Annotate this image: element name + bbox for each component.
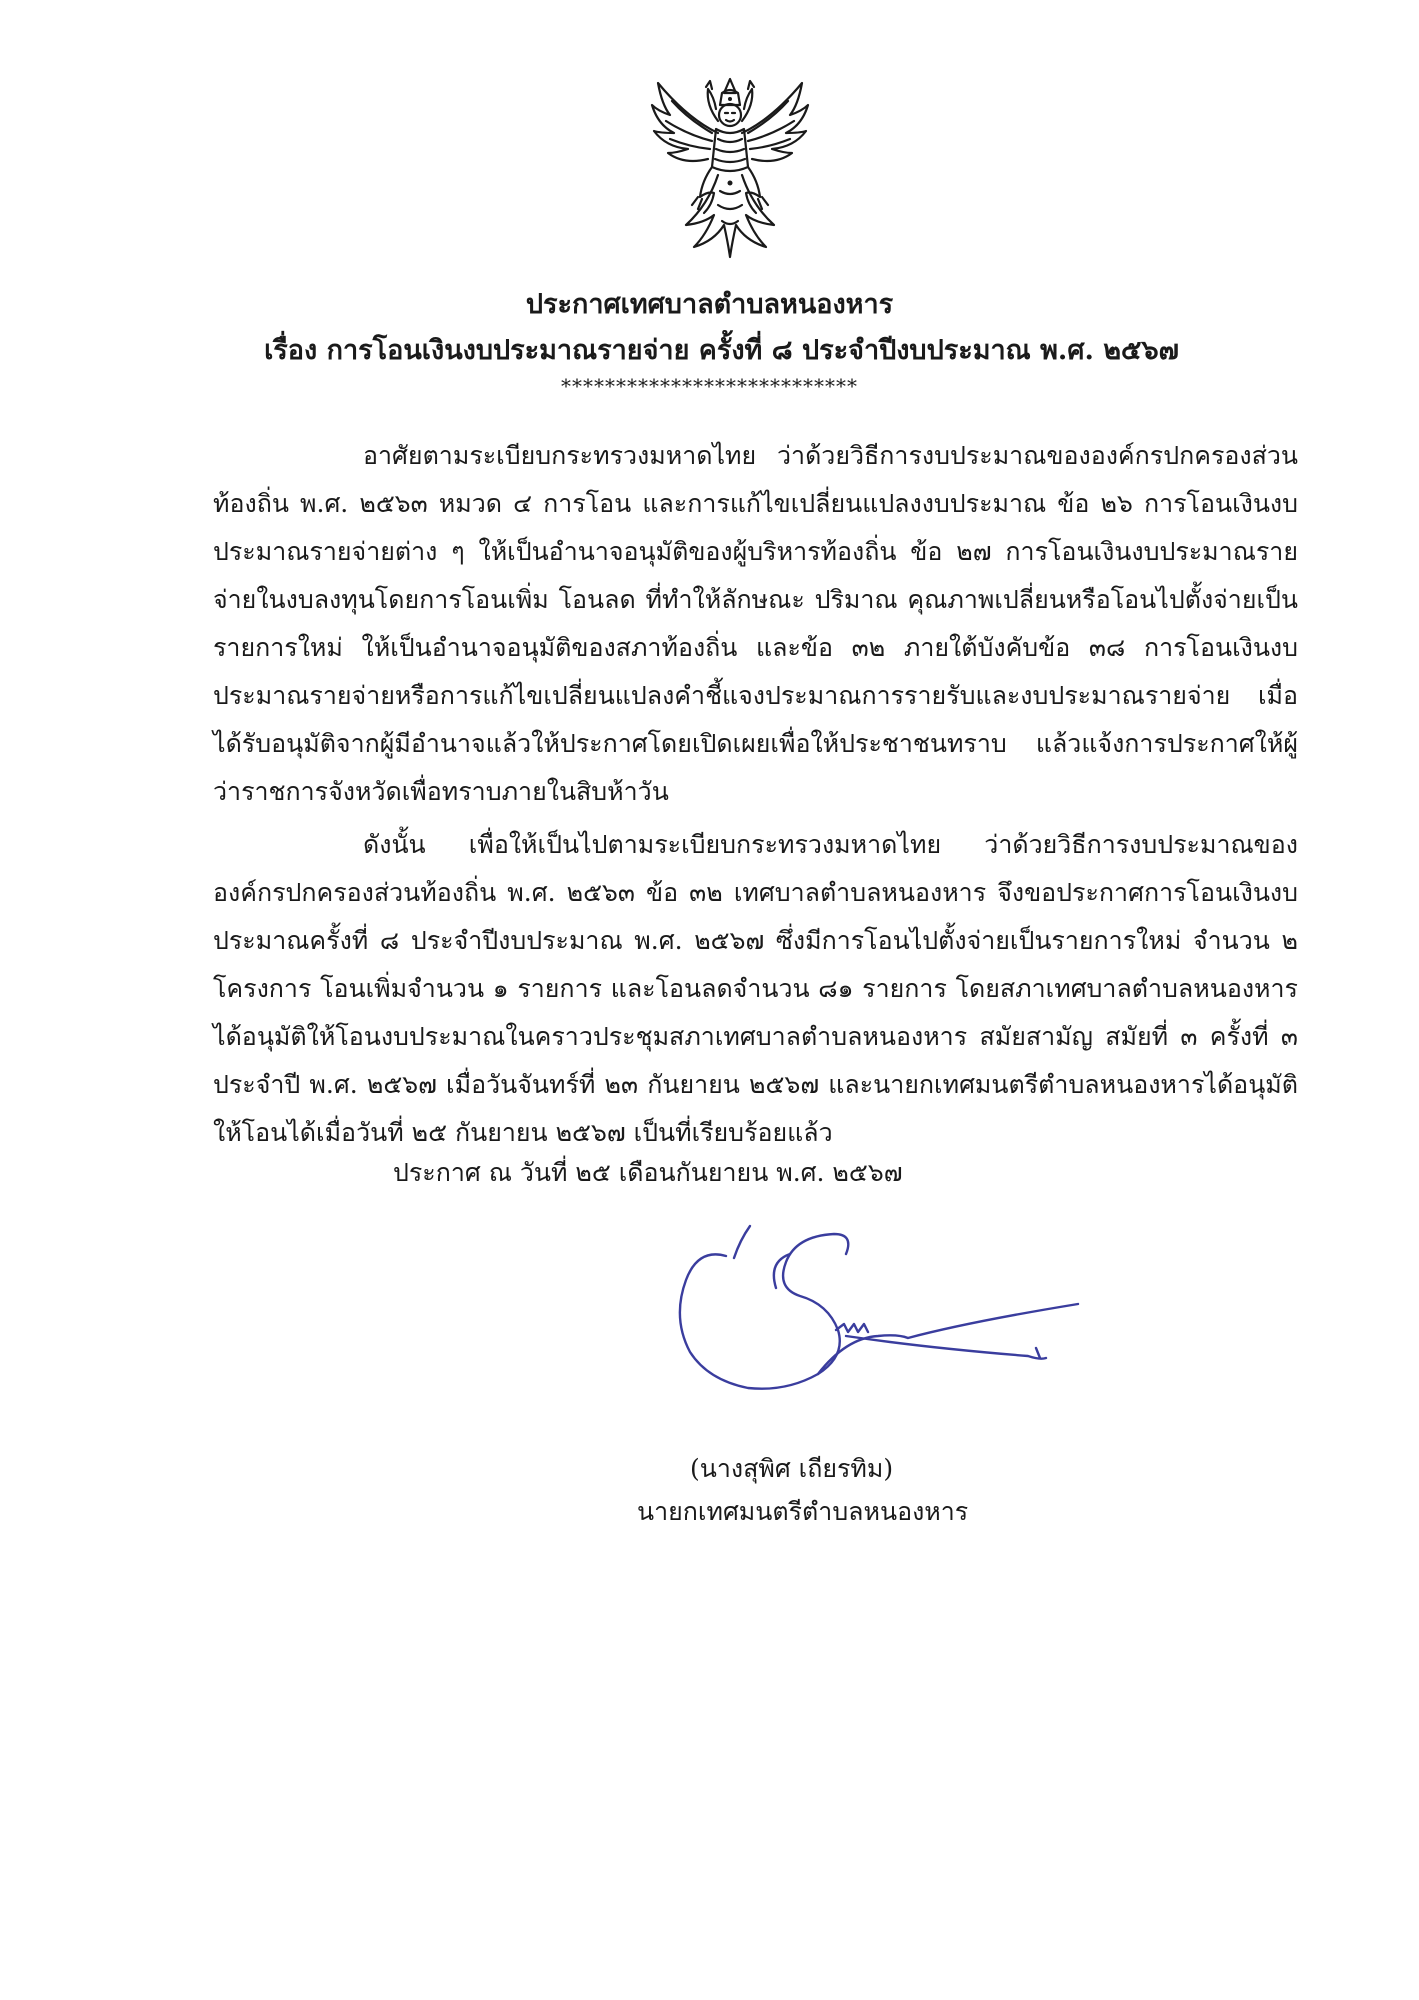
- document-title: ประกาศเทศบาลตำบลหนองหาร: [525, 289, 894, 320]
- body-paragraph-1: อาศัยตามระเบียบกระทรวงมหาดไทย ว่าด้วยวิธีการงบประมาณขององค์กรปกครองส่วนท้องถิ่น พ.ศ. ๒๕๖๓ หมวด ๔ การโอน และการแก้ไขเปลี่ยนแปลงงบประมาณ ข้อ ๒๖ การโอนเงินงบประมาณรายจ่ายต่าง ๆ ให้เป็นอำนาจอนุมัติของผู้บริหารท้องถิ่น ข้อ ๒๗ การโอนเงินงบประมาณรายจ่ายในงบลงทุนโดยการโอนเพิ่ม โอนลด ที่ทำให้ลักษณะ ปริมาณ คุณภาพเปลี่ยนหรือโอนไปตั้งจ่ายเป็นรายการใหม่ ให้เป็นอำนาจอนุมัติของสภาท้องถิ่น และข้อ ๓๒ ภายใต้บังคับข้อ ๓๘ การโอนเงินงบประมาณรายจ่ายหรือการแก้ไขเปลี่ยนแปลงคำชี้แจงประมาณการรายรับและงบประมาณรายจ่าย เมื่อได้รับอนุมัติจากผู้มีอำนาจแล้วให้ประกาศโดยเปิดเผยเพื่อให้ประชาชนทราบ แล้วแจ้งการประกาศให้ผู้ว่าราชการจังหวัดเพื่อทราบภายในสิบห้าวัน: [213, 441, 1298, 806]
- document-subject: เรื่อง การโอนเงินงบประมาณรายจ่าย ครั้งที่ ๘ ประจำปีงบประมาณ พ.ศ. ๒๕๖๗: [264, 335, 1179, 366]
- handwritten-signature: [668, 1218, 1168, 1403]
- title-separator: ***************************: [561, 374, 858, 398]
- signer-name: (นางสุพิศ เถียรทิม): [690, 1454, 894, 1483]
- signer-title: นายกเทศมนตรีตำบลหนองหาร: [637, 1497, 969, 1526]
- announcement-date: ประกาศ ณ วันที่ ๒๕ เดือนกันยายน พ.ศ. ๒๕๖๗: [393, 1158, 903, 1187]
- garuda-emblem-icon: [648, 75, 812, 260]
- body-paragraph-2: ดังนั้น เพื่อให้เป็นไปตามระเบียบกระทรวงมหาดไทย ว่าด้วยวิธีการงบประมาณขององค์กรปกครองส่วนท้องถิ่น พ.ศ. ๒๕๖๓ ข้อ ๓๒ เทศบาลตำบลหนองหาร จึงขอประกาศการโอนเงินงบประมาณครั้งที่ ๘ ประจำปีงบประมาณ พ.ศ. ๒๕๖๗ ซึ่งมีการโอนไปตั้งจ่ายเป็นรายการใหม่ จำนวน ๒ โครงการ โอนเพิ่มจำนวน ๑ รายการ และโอนลดจำนวน ๘๑ รายการ โดยสภาเทศบาลตำบลหนองหาร ได้อนุมัติให้โอนงบประมาณในคราวประชุมสภาเทศบาลตำบลหนองหาร สมัยสามัญ สมัยที่ ๓ ครั้งที่ ๓ ประจำปี พ.ศ. ๒๕๖๗ เมื่อวันจันทร์ที่ ๒๓ กันยายน ๒๕๖๗ และนายกเทศมนตรีตำบลหนองหารได้อนุมัติให้โอนได้เมื่อวันที่ ๒๕ กันยายน ๒๕๖๗ เป็นที่เรียบร้อยแล้ว: [213, 830, 1298, 1147]
